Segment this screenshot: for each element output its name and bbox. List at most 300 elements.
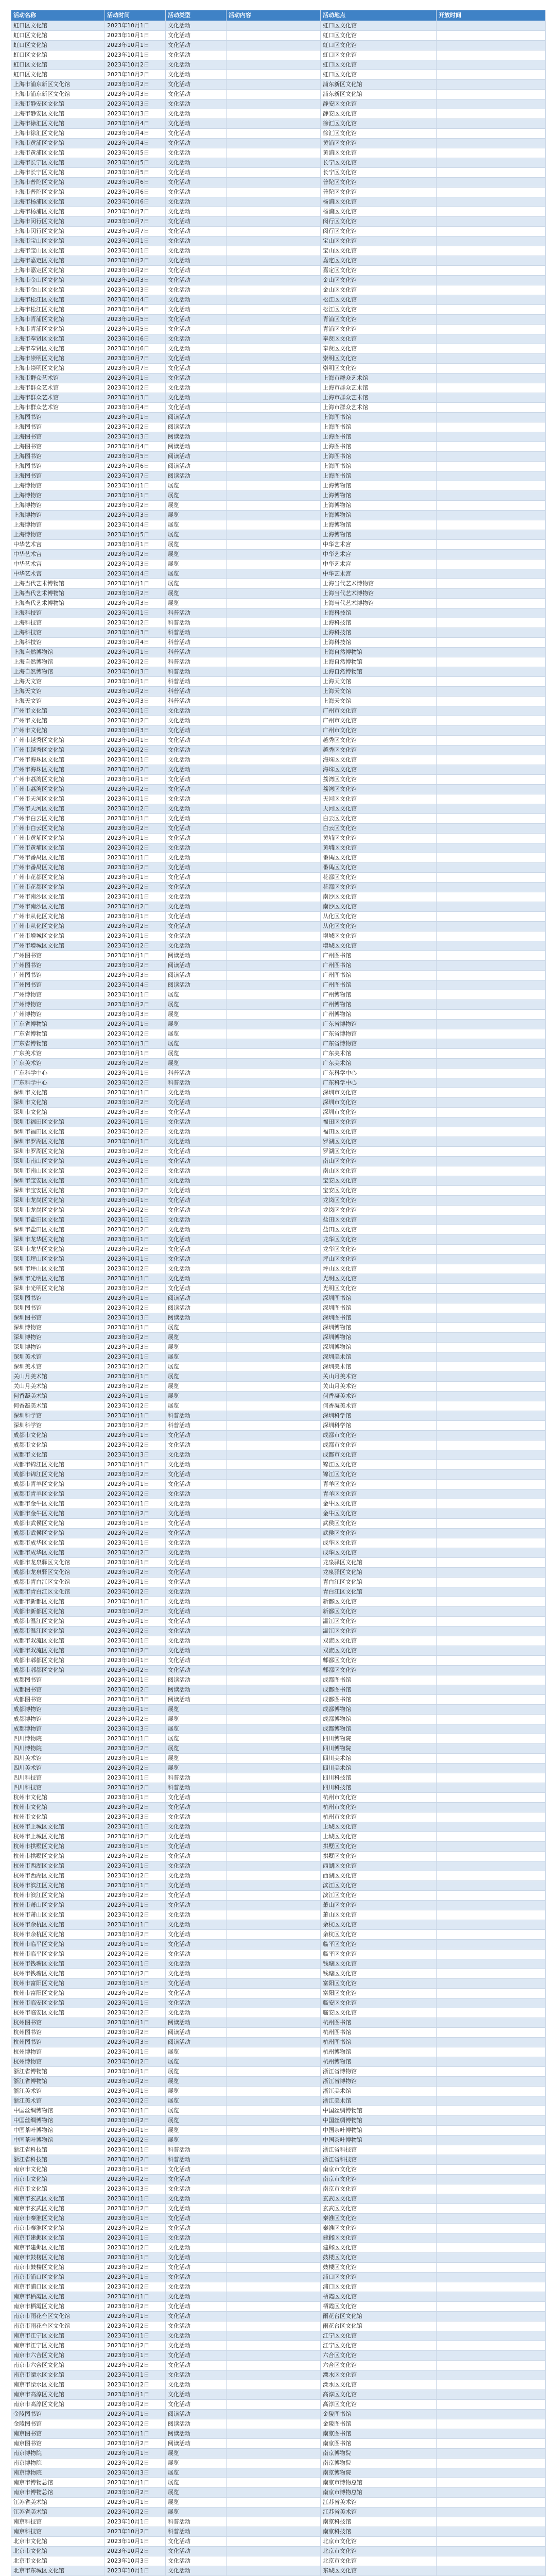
table-row <box>11 2331 546 2341</box>
events-table <box>11 10 546 2576</box>
table-cell <box>227 178 321 188</box>
table-cell: 文化活动 <box>166 227 227 236</box>
table-cell <box>437 1411 546 1421</box>
table-row <box>11 2194 546 2204</box>
table-row <box>11 1255 546 1264</box>
table-cell: 2023年10月6日 <box>105 344 166 354</box>
table-cell: 上海自然博物馆 <box>321 648 437 657</box>
table-cell <box>437 207 546 217</box>
table-cell: 2023年10月2日 <box>105 2096 166 2106</box>
table-row <box>11 1166 546 1176</box>
table-cell: 上海博物馆 <box>11 481 105 491</box>
table-cell: 文化活动 <box>166 1440 227 1450</box>
table-cell: 深圳图书馆 <box>321 1313 437 1323</box>
table-cell: 浙江美术馆 <box>11 2096 105 2106</box>
table-cell <box>437 1352 546 1362</box>
table-cell: 上海科技馆 <box>321 618 437 628</box>
table-cell <box>227 374 321 383</box>
table-cell <box>437 863 546 873</box>
table-row <box>11 726 546 736</box>
table-cell: 2023年10月3日 <box>105 1343 166 1352</box>
table-row <box>11 2096 546 2106</box>
table-cell <box>227 1646 321 1656</box>
table-row <box>11 1715 546 1724</box>
table-cell <box>437 1294 546 1303</box>
table-cell: 坪山区文化馆 <box>321 1255 437 1264</box>
table-cell: 成都市金牛区文化馆 <box>11 1499 105 1509</box>
table-row <box>11 1548 546 1558</box>
table-cell: 广东美术馆 <box>11 1059 105 1069</box>
table-cell: 郫都区文化馆 <box>321 1656 437 1666</box>
table-cell: 深圳市南山区文化馆 <box>11 1166 105 1176</box>
table-cell: 展览 <box>166 1715 227 1724</box>
table-cell: 广州市白云区文化馆 <box>11 824 105 834</box>
table-cell <box>437 775 546 785</box>
table-cell <box>227 452 321 462</box>
table-cell: 上海当代艺术博物馆 <box>11 599 105 608</box>
table-cell: 文化活动 <box>166 1157 227 1166</box>
table-row <box>11 432 546 442</box>
table-cell: 虹口区文化馆 <box>11 50 105 60</box>
table-cell <box>437 540 546 550</box>
table-cell: 2023年10月2日 <box>105 1029 166 1039</box>
table-cell <box>227 990 321 1000</box>
table-cell <box>437 501 546 511</box>
table-cell <box>227 1117 321 1127</box>
table-cell <box>227 1440 321 1450</box>
table-cell: 成都市双流区文化馆 <box>11 1646 105 1656</box>
table-cell: 文化活动 <box>166 2331 227 2341</box>
table-cell <box>437 1568 546 1578</box>
table-cell: 上海市黄浦区文化馆 <box>11 139 105 148</box>
table-cell: 广州市南沙区文化馆 <box>11 902 105 912</box>
table-cell: 2023年10月2日 <box>105 1421 166 1431</box>
table-cell <box>437 589 546 599</box>
table-cell: 建邺区文化馆 <box>321 2233 437 2243</box>
table-cell: 成都市温江区文化馆 <box>11 1626 105 1636</box>
table-cell: 玄武区文化馆 <box>321 2194 437 2204</box>
table-cell: 2023年10月2日 <box>105 745 166 755</box>
table-cell <box>437 2351 546 2361</box>
table-row <box>11 1098 546 1108</box>
table-cell: 温江区文化馆 <box>321 1617 437 1626</box>
table-cell: 文化活动 <box>166 2282 227 2292</box>
table-cell <box>227 755 321 765</box>
table-cell: 虹口区文化馆 <box>11 70 105 80</box>
table-cell: 阅读活动 <box>166 1685 227 1695</box>
table-row <box>11 550 546 560</box>
table-cell: 南京市建邺区文化馆 <box>11 2233 105 2243</box>
table-cell: 文化活动 <box>166 2214 227 2224</box>
table-cell: 展览 <box>166 990 227 1000</box>
table-cell: 展览 <box>166 589 227 599</box>
table-cell: 上海市浦东新区文化馆 <box>11 80 105 90</box>
table-cell: 深圳图书馆 <box>11 1313 105 1323</box>
table-cell: 文化活动 <box>166 2273 227 2282</box>
table-cell: 文化活动 <box>166 1137 227 1147</box>
table-row <box>11 1597 546 1607</box>
table-cell: 展览 <box>166 511 227 520</box>
table-cell <box>227 2224 321 2233</box>
table-cell: 徐汇区文化馆 <box>321 129 437 139</box>
table-cell: 深圳市盐田区文化馆 <box>11 1215 105 1225</box>
table-cell <box>437 1245 546 1255</box>
table-cell <box>227 109 321 119</box>
table-cell: 展览 <box>166 1039 227 1049</box>
table-cell: 广州图书馆 <box>11 971 105 980</box>
table-cell: 2023年10月1日 <box>105 1940 166 1950</box>
table-cell: 文化活动 <box>166 1166 227 1176</box>
table-row <box>11 50 546 60</box>
table-cell: 龙岗区文化馆 <box>321 1206 437 1215</box>
table-cell: 2023年10月3日 <box>105 1039 166 1049</box>
table-cell: 2023年10月1日 <box>105 1705 166 1715</box>
table-cell <box>437 1881 546 1891</box>
table-cell: 2023年10月2日 <box>105 2507 166 2517</box>
table-cell: 2023年10月2日 <box>105 266 166 276</box>
table-cell <box>227 99 321 109</box>
table-cell: 2023年10月3日 <box>105 2184 166 2194</box>
table-cell: 科普活动 <box>166 2517 227 2527</box>
table-cell: 成都图书馆 <box>11 1675 105 1685</box>
table-cell: 上海天文馆 <box>11 697 105 706</box>
table-cell: 上海科技馆 <box>11 608 105 618</box>
table-cell <box>227 2126 321 2136</box>
table-cell: 2023年10月1日 <box>105 50 166 60</box>
table-cell: 文化活动 <box>166 1940 227 1950</box>
table-row <box>11 1108 546 1117</box>
table-cell: 上海市杨浦区文化馆 <box>11 197 105 207</box>
table-row <box>11 1538 546 1548</box>
table-cell <box>437 1803 546 1812</box>
table-cell <box>227 2282 321 2292</box>
table-cell <box>227 2136 321 2145</box>
table-cell <box>437 1695 546 1705</box>
table-row <box>11 1754 546 1764</box>
table-cell: 文化活动 <box>166 1196 227 1206</box>
table-cell: 文化活动 <box>166 285 227 295</box>
table-cell: 文化活动 <box>166 168 227 178</box>
table-row <box>11 2547 546 2556</box>
table-cell: 广州市白云区文化馆 <box>11 814 105 824</box>
table-cell: 江宁区文化馆 <box>321 2331 437 2341</box>
table-cell: 2023年10月6日 <box>105 334 166 344</box>
table-cell: 2023年10月4日 <box>105 980 166 990</box>
table-cell: 深圳市龙华区文化馆 <box>11 1245 105 1255</box>
table-cell <box>227 1568 321 1578</box>
table-cell: 深圳市宝安区文化馆 <box>11 1176 105 1186</box>
table-cell: 滨江区文化馆 <box>321 1891 437 1901</box>
table-cell: 杭州市富阳区文化馆 <box>11 1989 105 1998</box>
table-cell: 长宁区文化馆 <box>321 158 437 168</box>
table-cell: 文化活动 <box>166 1284 227 1294</box>
table-cell: 展览 <box>166 2047 227 2057</box>
table-cell: 2023年10月2日 <box>105 1000 166 1010</box>
table-cell: 文化活动 <box>166 1617 227 1626</box>
table-cell: 深圳博物馆 <box>11 1333 105 1343</box>
table-cell: 阅读活动 <box>166 1675 227 1685</box>
table-cell: 2023年10月5日 <box>105 148 166 158</box>
table-cell: 文化活动 <box>166 99 227 109</box>
table-row <box>11 1783 546 1793</box>
table-cell: 文化活动 <box>166 119 227 129</box>
table-cell: 文化活动 <box>166 902 227 912</box>
table-cell: 上海科技馆 <box>11 618 105 628</box>
table-row <box>11 80 546 90</box>
table-cell: 上海市闵行区文化馆 <box>11 217 105 227</box>
table-cell: 文化活动 <box>166 1881 227 1891</box>
table-cell: 文化活动 <box>166 706 227 716</box>
table-cell: 2023年10月1日 <box>105 2410 166 2419</box>
table-cell: 深圳市罗湖区文化馆 <box>11 1137 105 1147</box>
table-cell: 南山区文化馆 <box>321 1166 437 1176</box>
table-cell: 展览 <box>166 1372 227 1382</box>
table-cell: 2023年10月2日 <box>105 1783 166 1793</box>
table-cell <box>437 2361 546 2370</box>
table-cell: 2023年10月1日 <box>105 775 166 785</box>
table-cell: 展览 <box>166 1401 227 1411</box>
table-cell <box>227 1274 321 1284</box>
table-row <box>11 60 546 70</box>
table-cell: 荔湾区文化馆 <box>321 785 437 794</box>
table-cell: 2023年10月1日 <box>105 2566 166 2576</box>
table-cell: 杭州市西湖区文化馆 <box>11 1861 105 1871</box>
table-row <box>11 2439 546 2449</box>
table-cell: 广州市从化区文化馆 <box>11 922 105 931</box>
table-cell: 上海市群众艺术馆 <box>321 393 437 403</box>
table-row <box>11 1127 546 1137</box>
table-row <box>11 1264 546 1274</box>
table-cell: 钱塘区文化馆 <box>321 1959 437 1969</box>
table-cell <box>227 1734 321 1744</box>
table-row <box>11 1088 546 1098</box>
table-cell <box>227 1235 321 1245</box>
table-cell: 2023年10月2日 <box>105 2263 166 2273</box>
table-row <box>11 2459 546 2468</box>
table-cell: 广州市南沙区文化馆 <box>11 892 105 902</box>
table-cell: 上海市宝山区文化馆 <box>11 246 105 256</box>
table-cell <box>227 951 321 961</box>
table-cell: 广州市文化馆 <box>11 716 105 726</box>
table-cell: 文化活动 <box>166 1832 227 1842</box>
table-cell: 文化活动 <box>166 1871 227 1881</box>
table-cell: 上海博物馆 <box>11 491 105 501</box>
table-cell: 拱墅区文化馆 <box>321 1852 437 1861</box>
table-cell: 2023年10月1日 <box>105 1558 166 1568</box>
table-cell: 上海图书馆 <box>321 462 437 471</box>
table-cell: 金陵图书馆 <box>11 2410 105 2419</box>
table-cell <box>227 1656 321 1666</box>
table-cell: 2023年10月1日 <box>105 2312 166 2321</box>
table-row <box>11 1401 546 1411</box>
table-cell: 深圳博物馆 <box>321 1323 437 1333</box>
table-cell: 上海自然博物馆 <box>321 657 437 667</box>
table-cell <box>437 1950 546 1959</box>
table-cell: 2023年10月1日 <box>105 1656 166 1666</box>
table-cell: 虹口区文化馆 <box>11 41 105 50</box>
table-cell: 文化活动 <box>166 1930 227 1940</box>
table-cell <box>227 1157 321 1166</box>
table-cell: 2023年10月3日 <box>105 511 166 520</box>
table-cell <box>437 315 546 325</box>
table-cell: 2023年10月1日 <box>105 2018 166 2028</box>
table-cell: 南京市溧水区文化馆 <box>11 2380 105 2390</box>
table-cell: 上海天文馆 <box>321 687 437 697</box>
table-cell <box>437 1538 546 1548</box>
table-cell: 展览 <box>166 481 227 491</box>
table-cell: 嘉定区文化馆 <box>321 266 437 276</box>
table-cell: 2023年10月5日 <box>105 168 166 178</box>
table-cell <box>227 2155 321 2165</box>
table-cell: 龙华区文化馆 <box>321 1245 437 1255</box>
table-row <box>11 2155 546 2165</box>
table-cell: 2023年10月1日 <box>105 1499 166 1509</box>
table-cell: 文化活动 <box>166 2312 227 2321</box>
table-cell: 2023年10月2日 <box>105 2439 166 2449</box>
table-cell: 杭州图书馆 <box>321 2028 437 2038</box>
table-cell: 上海图书馆 <box>11 422 105 432</box>
table-cell: 新都区文化馆 <box>321 1597 437 1607</box>
table-cell: 广州市越秀区文化馆 <box>11 745 105 755</box>
table-cell: 2023年10月1日 <box>105 1215 166 1225</box>
table-cell <box>227 325 321 334</box>
table-cell: 福田区文化馆 <box>321 1127 437 1137</box>
table-cell: 展览 <box>166 1754 227 1764</box>
table-cell: 南京市文化馆 <box>321 2184 437 2194</box>
table-cell: 上海市群众艺术馆 <box>321 383 437 393</box>
table-cell: 科普活动 <box>166 1411 227 1421</box>
table-row <box>11 1587 546 1597</box>
table-cell: 2023年10月3日 <box>105 1108 166 1117</box>
table-cell: 文化活动 <box>166 364 227 374</box>
table-cell: 展览 <box>166 1010 227 1020</box>
table-cell <box>437 1196 546 1206</box>
table-cell: 广州市文化馆 <box>321 716 437 726</box>
table-cell: 2023年10月4日 <box>105 403 166 413</box>
table-cell <box>227 2341 321 2351</box>
table-cell <box>437 1372 546 1382</box>
table-cell <box>437 1460 546 1470</box>
table-cell: 阅读活动 <box>166 462 227 471</box>
table-cell: 2023年10月1日 <box>105 1773 166 1783</box>
table-cell: 西湖区文化馆 <box>321 1871 437 1881</box>
table-cell: 富阳区文化馆 <box>321 1989 437 1998</box>
table-cell: 文化活动 <box>166 912 227 922</box>
table-cell: 杭州市临平区文化馆 <box>11 1940 105 1950</box>
table-cell: 文化活动 <box>166 1646 227 1656</box>
table-cell <box>437 1793 546 1803</box>
table-cell: 2023年10月1日 <box>105 794 166 804</box>
table-cell <box>227 1303 321 1313</box>
table-cell: 文化活动 <box>166 1793 227 1803</box>
table-cell: 文化活动 <box>166 1861 227 1871</box>
table-cell <box>227 2096 321 2106</box>
table-cell: 金陵图书馆 <box>321 2419 437 2429</box>
table-cell: 阅读活动 <box>166 1313 227 1323</box>
table-cell: 文化活动 <box>166 716 227 726</box>
table-cell <box>437 824 546 834</box>
table-cell: 文化活动 <box>166 31 227 41</box>
table-cell <box>227 1127 321 1137</box>
table-cell: 展览 <box>166 1333 227 1343</box>
table-cell: 上海博物馆 <box>321 511 437 520</box>
table-row <box>11 256 546 266</box>
table-row <box>11 2077 546 2087</box>
table-row <box>11 1666 546 1675</box>
table-cell <box>437 912 546 922</box>
table-cell <box>437 1578 546 1587</box>
table-cell: 2023年10月1日 <box>105 892 166 902</box>
table-cell: 广东科学中心 <box>321 1069 437 1078</box>
table-row <box>11 1617 546 1626</box>
table-cell: 中国茶叶博物馆 <box>11 2136 105 2145</box>
table-cell <box>437 834 546 843</box>
table-cell: 2023年10月2日 <box>105 2400 166 2410</box>
table-cell: 广州博物馆 <box>321 1000 437 1010</box>
table-cell: 2023年10月2日 <box>105 1626 166 1636</box>
table-row <box>11 1812 546 1822</box>
table-cell <box>227 1538 321 1548</box>
table-cell: 2023年10月1日 <box>105 1431 166 1440</box>
table-cell <box>437 1773 546 1783</box>
table-cell <box>437 188 546 197</box>
table-cell: 2023年10月3日 <box>105 109 166 119</box>
table-cell: 上海科技馆 <box>321 608 437 618</box>
table-cell <box>227 2517 321 2527</box>
table-cell: 2023年10月1日 <box>105 814 166 824</box>
table-cell: 2023年10月1日 <box>105 579 166 589</box>
table-cell: 南京市雨花台区文化馆 <box>11 2312 105 2321</box>
table-cell: 深圳市龙岗区文化馆 <box>11 1196 105 1206</box>
table-row <box>11 2263 546 2273</box>
table-cell <box>227 2566 321 2576</box>
table-cell <box>227 1206 321 1215</box>
table-row <box>11 775 546 785</box>
table-cell <box>227 569 321 579</box>
table-cell <box>227 1225 321 1235</box>
table-cell <box>437 1969 546 1979</box>
table-cell: 南京市浦口区文化馆 <box>11 2282 105 2292</box>
table-cell <box>227 1343 321 1352</box>
table-cell <box>227 1499 321 1509</box>
table-cell <box>437 1450 546 1460</box>
table-cell <box>227 1910 321 1920</box>
table-cell: 上海博物馆 <box>321 530 437 540</box>
table-cell: 杭州市临安区文化馆 <box>11 2008 105 2018</box>
table-cell: 文化活动 <box>166 2380 227 2390</box>
table-row <box>11 2410 546 2419</box>
table-row <box>11 2419 546 2429</box>
table-cell <box>227 1333 321 1343</box>
table-cell: 上海市徐汇区文化馆 <box>11 119 105 129</box>
table-row <box>11 843 546 853</box>
table-cell <box>227 2116 321 2126</box>
table-row <box>11 2145 546 2155</box>
table-cell: 深圳博物馆 <box>321 1343 437 1352</box>
table-row <box>11 511 546 520</box>
table-cell: 2023年10月1日 <box>105 413 166 422</box>
table-cell: 盐田区文化馆 <box>321 1215 437 1225</box>
header-cell: 活动时间 <box>105 10 166 21</box>
table-cell: 展览 <box>166 2478 227 2488</box>
table-cell <box>437 1323 546 1333</box>
table-cell <box>437 1587 546 1597</box>
table-cell: 文化活动 <box>166 109 227 119</box>
table-cell <box>437 697 546 706</box>
table-row <box>11 197 546 207</box>
table-cell <box>437 2028 546 2038</box>
table-cell <box>227 2410 321 2419</box>
